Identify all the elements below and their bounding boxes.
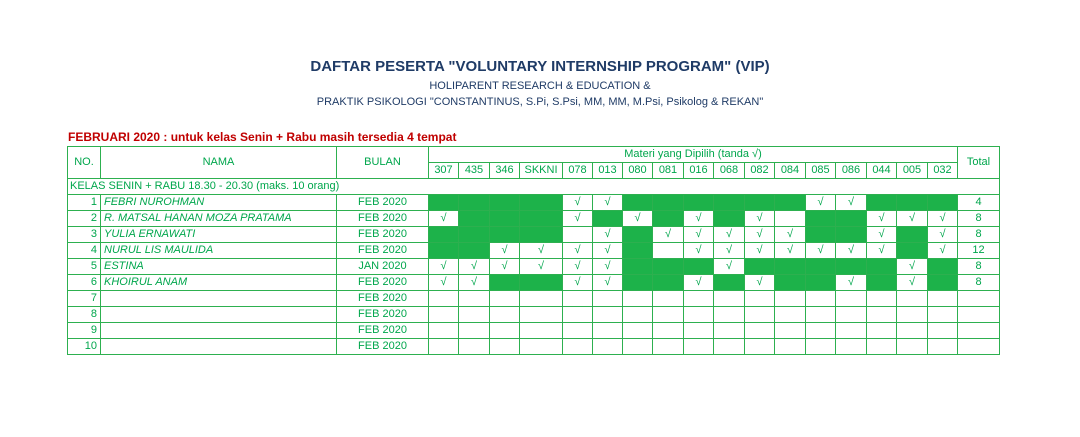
check-mark-icon: √	[775, 243, 806, 259]
empty-cell	[684, 307, 714, 323]
empty-cell	[867, 307, 897, 323]
unavailable-cell	[653, 259, 684, 275]
table-row	[68, 339, 1000, 355]
row-total: 8	[958, 227, 1000, 243]
table-row	[68, 243, 1000, 259]
check-mark-icon: √	[563, 195, 593, 211]
empty-cell	[429, 339, 459, 355]
check-mark-icon: √	[459, 275, 490, 291]
check-mark-icon: √	[714, 227, 745, 243]
course-header: 078	[563, 163, 593, 179]
empty-cell	[490, 323, 520, 339]
check-mark-icon: √	[745, 211, 775, 227]
empty-cell	[684, 291, 714, 307]
check-mark-icon: √	[745, 227, 775, 243]
unavailable-cell	[490, 227, 520, 243]
check-mark-icon: √	[745, 243, 775, 259]
empty-cell	[623, 339, 653, 355]
check-mark-icon: √	[520, 259, 563, 275]
check-mark-icon: √	[897, 259, 928, 275]
table-row	[68, 323, 1000, 339]
unavailable-cell	[867, 275, 897, 291]
participant-name: FEBRI NUROHMAN	[101, 195, 337, 211]
empty-cell	[775, 291, 806, 307]
row-total	[958, 307, 1000, 323]
empty-cell	[836, 323, 867, 339]
unavailable-cell	[928, 275, 958, 291]
check-mark-icon: √	[745, 275, 775, 291]
check-mark-icon: √	[897, 275, 928, 291]
table-row	[68, 291, 1000, 307]
course-header: 068	[714, 163, 745, 179]
unavailable-cell	[684, 259, 714, 275]
check-mark-icon: √	[867, 227, 897, 243]
empty-cell	[714, 307, 745, 323]
course-header: 082	[745, 163, 775, 179]
row-number: 7	[68, 291, 101, 307]
empty-cell	[806, 323, 836, 339]
empty-cell	[563, 227, 593, 243]
row-number: 1	[68, 195, 101, 211]
course-header: 435	[459, 163, 490, 179]
empty-cell	[623, 323, 653, 339]
document-subtitle-2: PRAKTIK PSIKOLOGI "CONSTANTINUS, S.Pi, S.Psi, MM, MM, M.Psi, Psikolog & REKAN"	[316, 96, 764, 108]
empty-cell	[897, 291, 928, 307]
check-mark-icon: √	[653, 227, 684, 243]
check-mark-icon: √	[490, 259, 520, 275]
row-total	[958, 291, 1000, 307]
participant-name	[101, 291, 337, 307]
unavailable-cell	[459, 243, 490, 259]
empty-cell	[867, 291, 897, 307]
unavailable-cell	[490, 195, 520, 211]
row-number: 6	[68, 275, 101, 291]
empty-cell	[836, 339, 867, 355]
empty-cell	[897, 307, 928, 323]
empty-cell	[593, 291, 623, 307]
table-row	[68, 211, 1000, 227]
participant-name: R. MATSAL HANAN MOZA PRATAMA	[101, 211, 337, 227]
unavailable-cell	[867, 259, 897, 275]
empty-cell	[928, 339, 958, 355]
unavailable-cell	[897, 243, 928, 259]
row-number: 8	[68, 307, 101, 323]
empty-cell	[867, 323, 897, 339]
participant-month: FEB 2020	[337, 195, 429, 211]
empty-cell	[684, 323, 714, 339]
unavailable-cell	[520, 275, 563, 291]
unavailable-cell	[623, 227, 653, 243]
empty-cell	[714, 291, 745, 307]
empty-cell	[429, 291, 459, 307]
empty-cell	[745, 307, 775, 323]
participant-name: YULIA ERNAWATI	[101, 227, 337, 243]
course-header: 016	[684, 163, 714, 179]
empty-cell	[897, 323, 928, 339]
empty-cell	[745, 291, 775, 307]
unavailable-cell	[623, 259, 653, 275]
unavailable-cell	[867, 195, 897, 211]
unavailable-cell	[745, 259, 775, 275]
check-mark-icon: √	[429, 275, 459, 291]
course-header: 346	[490, 163, 520, 179]
check-mark-icon: √	[867, 243, 897, 259]
empty-cell	[653, 323, 684, 339]
unavailable-cell	[490, 275, 520, 291]
unavailable-cell	[897, 195, 928, 211]
participant-name: KHOIRUL ANAM	[101, 275, 337, 291]
unavailable-cell	[593, 211, 623, 227]
course-header: 080	[623, 163, 653, 179]
participant-month: FEB 2020	[337, 291, 429, 307]
check-mark-icon: √	[684, 275, 714, 291]
participant-month: FEB 2020	[337, 307, 429, 323]
participant-month: JAN 2020	[337, 259, 429, 275]
unavailable-cell	[520, 227, 563, 243]
participant-month: FEB 2020	[337, 227, 429, 243]
empty-cell	[623, 307, 653, 323]
check-mark-icon: √	[836, 243, 867, 259]
empty-cell	[775, 307, 806, 323]
empty-cell	[520, 291, 563, 307]
row-total	[958, 323, 1000, 339]
unavailable-cell	[490, 211, 520, 227]
row-number: 10	[68, 339, 101, 355]
empty-cell	[928, 291, 958, 307]
unavailable-cell	[775, 195, 806, 211]
empty-cell	[490, 291, 520, 307]
participant-table	[67, 146, 1000, 355]
empty-cell	[593, 307, 623, 323]
empty-cell	[836, 291, 867, 307]
check-mark-icon: √	[775, 227, 806, 243]
header-bulan: BULAN	[337, 147, 429, 179]
empty-cell	[429, 307, 459, 323]
check-mark-icon: √	[563, 275, 593, 291]
empty-cell	[775, 323, 806, 339]
course-header: 013	[593, 163, 623, 179]
empty-cell	[520, 323, 563, 339]
check-mark-icon: √	[593, 195, 623, 211]
unavailable-cell	[684, 195, 714, 211]
row-number: 4	[68, 243, 101, 259]
check-mark-icon: √	[684, 227, 714, 243]
table-row	[68, 259, 1000, 275]
empty-cell	[653, 291, 684, 307]
empty-cell	[928, 323, 958, 339]
empty-cell	[490, 339, 520, 355]
course-header: 032	[928, 163, 958, 179]
empty-cell	[593, 339, 623, 355]
empty-cell	[806, 307, 836, 323]
unavailable-cell	[806, 227, 836, 243]
participant-name	[101, 323, 337, 339]
unavailable-cell	[714, 211, 745, 227]
empty-cell	[520, 339, 563, 355]
empty-cell	[490, 307, 520, 323]
empty-cell	[563, 291, 593, 307]
row-total: 8	[958, 259, 1000, 275]
row-total	[958, 339, 1000, 355]
availability-notice: FEBRUARI 2020 : untuk kelas Senin + Rabu masih tersedia 4 tempat	[68, 130, 457, 144]
course-header: 307	[429, 163, 459, 179]
check-mark-icon: √	[806, 243, 836, 259]
section-label: KELAS SENIN + RABU 18.30 - 20.30 (maks. 10 orang)	[68, 179, 1000, 195]
empty-cell	[928, 307, 958, 323]
empty-cell	[806, 339, 836, 355]
table-row	[68, 195, 1000, 211]
unavailable-cell	[623, 243, 653, 259]
empty-cell	[867, 339, 897, 355]
unavailable-cell	[806, 211, 836, 227]
check-mark-icon: √	[563, 211, 593, 227]
row-number: 5	[68, 259, 101, 275]
participant-month: FEB 2020	[337, 339, 429, 355]
check-mark-icon: √	[520, 243, 563, 259]
check-mark-icon: √	[429, 211, 459, 227]
unavailable-cell	[429, 227, 459, 243]
empty-cell	[563, 307, 593, 323]
unavailable-cell	[459, 211, 490, 227]
row-total: 4	[958, 195, 1000, 211]
participant-name: NURUL LIS MAULIDA	[101, 243, 337, 259]
participant-month: FEB 2020	[337, 243, 429, 259]
course-header: 044	[867, 163, 897, 179]
course-header: 084	[775, 163, 806, 179]
table-row	[68, 275, 1000, 291]
participant-name: ESTINA	[101, 259, 337, 275]
check-mark-icon: √	[563, 259, 593, 275]
check-mark-icon: √	[684, 211, 714, 227]
empty-cell	[593, 323, 623, 339]
row-total: 8	[958, 211, 1000, 227]
check-mark-icon: √	[867, 211, 897, 227]
unavailable-cell	[897, 227, 928, 243]
course-header: SKKNI	[520, 163, 563, 179]
check-mark-icon: √	[714, 243, 745, 259]
unavailable-cell	[928, 259, 958, 275]
empty-cell	[836, 307, 867, 323]
row-number: 3	[68, 227, 101, 243]
unavailable-cell	[623, 195, 653, 211]
unavailable-cell	[836, 227, 867, 243]
participant-month: FEB 2020	[337, 275, 429, 291]
empty-cell	[714, 339, 745, 355]
unavailable-cell	[928, 195, 958, 211]
empty-cell	[775, 211, 806, 227]
course-header: 005	[897, 163, 928, 179]
unavailable-cell	[775, 259, 806, 275]
unavailable-cell	[429, 243, 459, 259]
unavailable-cell	[836, 259, 867, 275]
participant-month: FEB 2020	[337, 323, 429, 339]
check-mark-icon: √	[623, 211, 653, 227]
empty-cell	[623, 291, 653, 307]
document-title: DAFTAR PESERTA "VOLUNTARY INTERNSHIP PROGRAM" (VIP)	[310, 58, 770, 75]
empty-cell	[653, 243, 684, 259]
unavailable-cell	[836, 211, 867, 227]
participant-month: FEB 2020	[337, 211, 429, 227]
check-mark-icon: √	[593, 227, 623, 243]
unavailable-cell	[745, 195, 775, 211]
check-mark-icon: √	[490, 243, 520, 259]
document-subtitle-1: HOLIPARENT RESEARCH & EDUCATION &	[429, 80, 651, 92]
unavailable-cell	[653, 275, 684, 291]
unavailable-cell	[623, 275, 653, 291]
check-mark-icon: √	[897, 211, 928, 227]
empty-cell	[806, 291, 836, 307]
check-mark-icon: √	[714, 259, 745, 275]
header-nama: NAMA	[101, 147, 337, 179]
check-mark-icon: √	[593, 243, 623, 259]
unavailable-cell	[459, 227, 490, 243]
empty-cell	[775, 339, 806, 355]
unavailable-cell	[653, 211, 684, 227]
row-number: 2	[68, 211, 101, 227]
participant-name	[101, 307, 337, 323]
course-header: 081	[653, 163, 684, 179]
empty-cell	[429, 323, 459, 339]
empty-cell	[563, 323, 593, 339]
empty-cell	[714, 323, 745, 339]
unavailable-cell	[775, 275, 806, 291]
check-mark-icon: √	[806, 195, 836, 211]
check-mark-icon: √	[593, 275, 623, 291]
empty-cell	[459, 323, 490, 339]
empty-cell	[459, 339, 490, 355]
row-total: 8	[958, 275, 1000, 291]
empty-cell	[653, 339, 684, 355]
unavailable-cell	[520, 211, 563, 227]
unavailable-cell	[653, 195, 684, 211]
course-header: 085	[806, 163, 836, 179]
check-mark-icon: √	[459, 259, 490, 275]
unavailable-cell	[714, 195, 745, 211]
empty-cell	[520, 307, 563, 323]
unavailable-cell	[806, 275, 836, 291]
course-header: 086	[836, 163, 867, 179]
empty-cell	[745, 323, 775, 339]
check-mark-icon: √	[684, 243, 714, 259]
empty-cell	[563, 339, 593, 355]
empty-cell	[459, 291, 490, 307]
empty-cell	[745, 339, 775, 355]
check-mark-icon: √	[928, 211, 958, 227]
empty-cell	[684, 339, 714, 355]
empty-cell	[897, 339, 928, 355]
check-mark-icon: √	[563, 243, 593, 259]
unavailable-cell	[714, 275, 745, 291]
unavailable-cell	[520, 195, 563, 211]
unavailable-cell	[429, 195, 459, 211]
empty-cell	[653, 307, 684, 323]
check-mark-icon: √	[928, 243, 958, 259]
check-mark-icon: √	[836, 275, 867, 291]
unavailable-cell	[806, 259, 836, 275]
table-row	[68, 227, 1000, 243]
header-materi: Materi yang Dipilih (tanda √)	[429, 147, 958, 163]
header-total: Total	[958, 147, 1000, 179]
check-mark-icon: √	[928, 227, 958, 243]
participant-name	[101, 339, 337, 355]
check-mark-icon: √	[836, 195, 867, 211]
header-no: NO.	[68, 147, 101, 179]
check-mark-icon: √	[593, 259, 623, 275]
row-total: 12	[958, 243, 1000, 259]
table-row	[68, 307, 1000, 323]
empty-cell	[459, 307, 490, 323]
check-mark-icon: √	[429, 259, 459, 275]
unavailable-cell	[459, 195, 490, 211]
row-number: 9	[68, 323, 101, 339]
